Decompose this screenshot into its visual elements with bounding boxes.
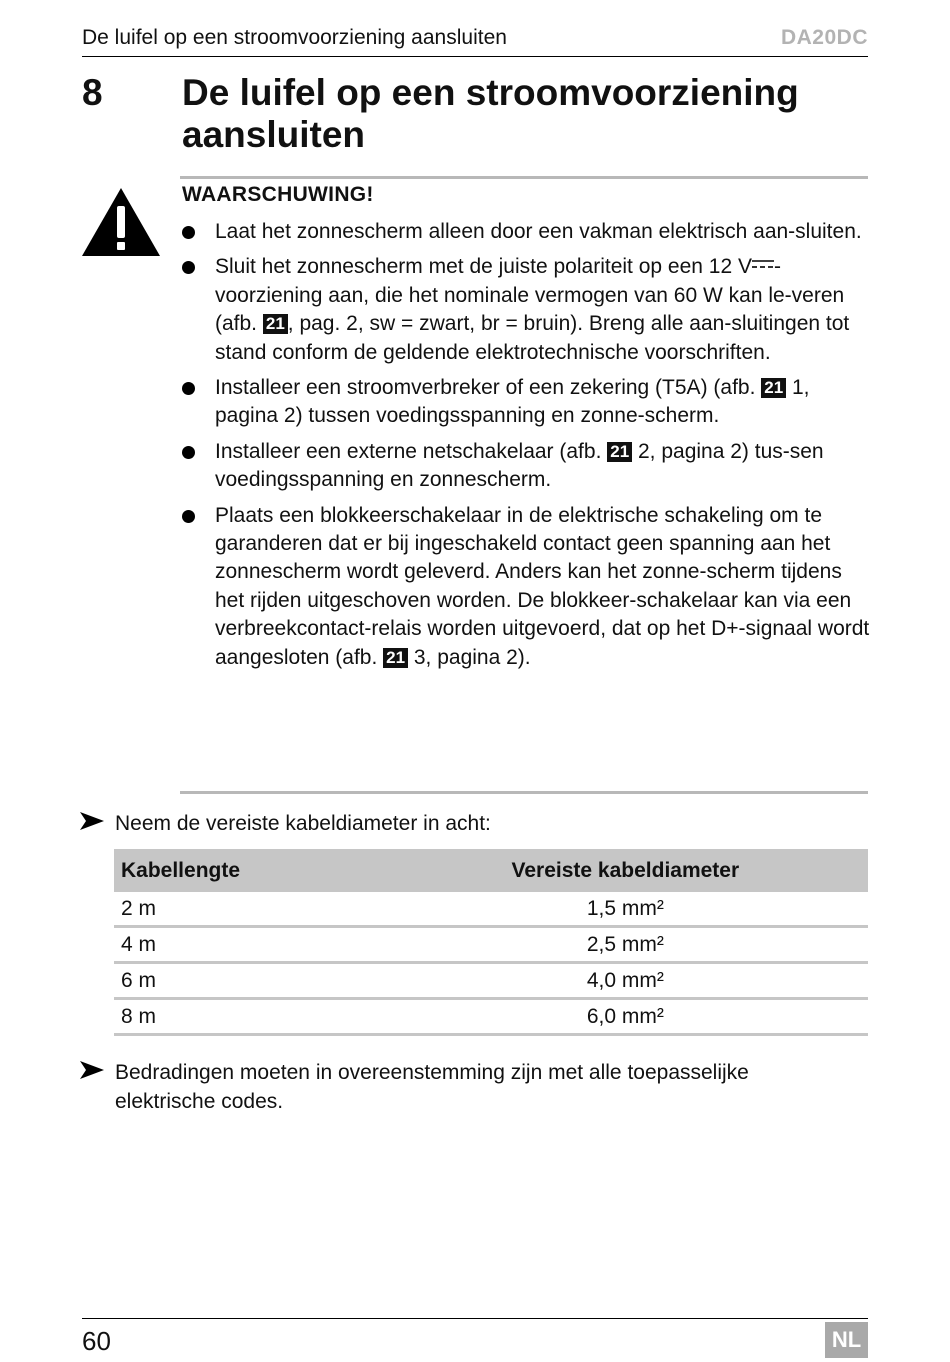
list-item <box>182 502 872 672</box>
list-item <box>182 253 872 367</box>
list-item-text: Installeer een externe netschakelaar (afb. <box>215 439 608 463</box>
instruction-step <box>80 809 870 838</box>
arrow-right-icon <box>80 1059 104 1081</box>
table-row <box>114 963 868 999</box>
table-row <box>114 892 868 927</box>
list-item-text: 2, pagina 2) tus-sen voedingsspanning en zonnescherm. <box>215 439 824 492</box>
table-cell: 6,0 mm² <box>383 999 868 1035</box>
warning-triangle-icon <box>81 186 161 258</box>
table-cell: 2 m <box>114 892 383 927</box>
dc-symbol-icon <box>752 259 774 269</box>
warning-top-rule <box>180 176 868 179</box>
section-title: De luifel op een stroomvoorziening aansluiten <box>182 72 799 155</box>
page-number: 60 <box>82 1326 111 1356</box>
column-header: Kabellengte <box>114 849 383 892</box>
warning-title: WAARSCHUWING! <box>182 183 374 206</box>
header-rule <box>82 56 868 57</box>
bullet-icon <box>182 261 195 274</box>
table-cell: 4 m <box>114 927 383 963</box>
list-item-text: Sluit het zonnescherm met de juiste polariteit op een 12 V <box>215 255 752 279</box>
footer-rule <box>82 1318 868 1319</box>
section-number: 8 <box>82 72 103 113</box>
table-cell: 6 m <box>114 963 383 999</box>
warning-list <box>182 218 872 679</box>
list-item-text: , pag. 2, sw = zwart, br = bruin). Breng alle aan-sluitingen tot stand conform de geldende elektrotechnische voorschriften. <box>215 312 850 364</box>
language-badge: NL <box>825 1322 868 1358</box>
list-item-text: Plaats een blokkeerschakelaar in de elektrische schakeling om te garanderen dat er bij ingeschakeld contact geen spanning aan het zonnescherm wordt geleverd. Anders kan het zonne-scherm tijdens het rijden uitgeschoven worden. De blokkeer-schakelaar kan via een verbreekcontact-relais worden uitgevoerd, dat op het D+-signaal wordt aangesloten (afb. <box>215 503 870 669</box>
running-header-title: De luifel op een stroomvoorziening aansluiten <box>82 26 507 49</box>
instruction-step <box>80 1058 870 1116</box>
column-header: Vereiste kabeldiameter <box>383 849 868 892</box>
table-row <box>114 927 868 963</box>
figure-reference: 21 <box>761 378 786 398</box>
list-item-text: 1, pagina 2) tussen voedingsspanning en zonne-scherm. <box>215 376 810 428</box>
figure-reference: 21 <box>607 442 632 462</box>
arrow-right-icon <box>80 810 104 832</box>
table-cell: 4,0 mm² <box>383 963 868 999</box>
bullet-icon <box>182 382 195 395</box>
list-item <box>182 218 872 246</box>
list-item-text: Installeer een stroomverbreker of een zekering (T5A) (afb. <box>215 376 762 400</box>
instruction-text: Neem de vereiste kabeldiameter in acht: <box>115 812 491 835</box>
list-item-text: 3, pagina 2). <box>408 645 531 669</box>
list-item <box>182 374 872 431</box>
bullet-icon <box>182 226 195 239</box>
list-item <box>182 438 872 495</box>
warning-bottom-rule <box>180 791 868 794</box>
bullet-icon <box>182 446 195 459</box>
figure-reference: 21 <box>263 314 288 334</box>
figure-reference: 21 <box>383 648 408 668</box>
cable-table <box>114 849 868 1036</box>
table-cell: 8 m <box>114 999 383 1035</box>
table-row <box>114 999 868 1035</box>
running-header-model: DA20DC <box>780 26 868 49</box>
instruction-text: Bedradingen moeten in overeenstemming zijn met alle toepasselijke elektrische codes. <box>115 1061 749 1113</box>
table-header-row <box>114 849 868 892</box>
bullet-icon <box>182 510 195 523</box>
list-item-text: -voorziening aan, die het nominale vermogen van 60 W kan le-veren (afb. <box>215 255 845 336</box>
list-item-text: Laat het zonnescherm alleen door een vakman elektrisch aan-sluiten. <box>215 220 862 243</box>
table-cell: 1,5 mm² <box>383 892 868 927</box>
table-cell: 2,5 mm² <box>383 927 868 963</box>
